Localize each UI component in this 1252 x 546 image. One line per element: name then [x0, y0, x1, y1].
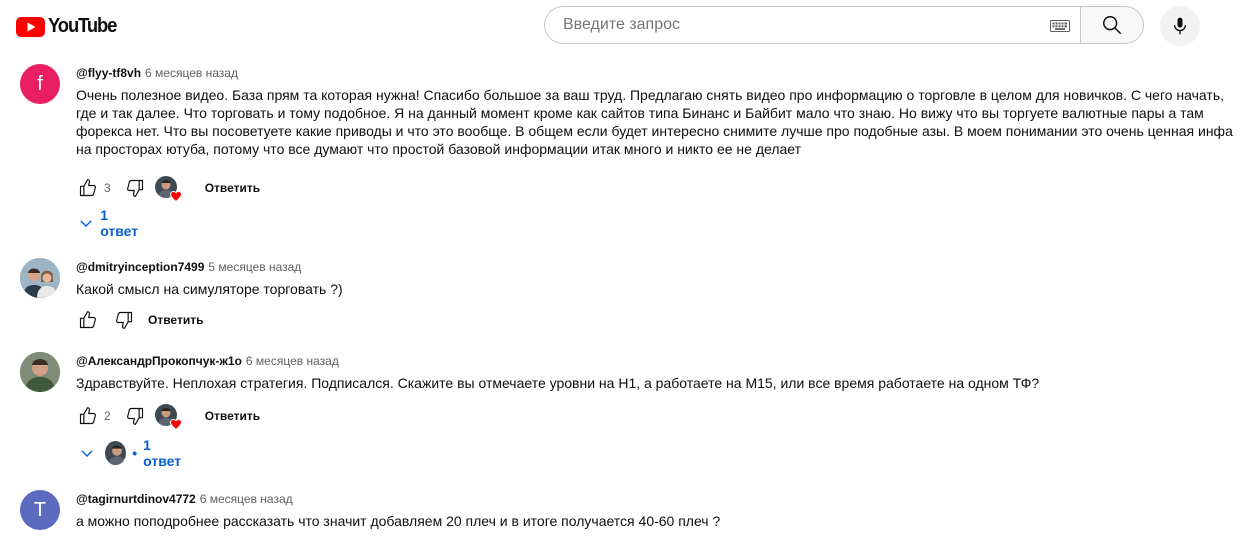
reply-button[interactable]: Ответить [204, 409, 261, 423]
comment-author[interactable]: @dmitryinception7499 [76, 260, 205, 274]
dislike-button[interactable] [123, 404, 147, 428]
comment-actions [76, 400, 260, 432]
comment-author[interactable]: @tagirnurtdinov4772 [76, 492, 196, 506]
youtube-logo[interactable] [16, 15, 122, 38]
avatar-letter: f [37, 72, 43, 95]
like-icon [78, 178, 98, 198]
dislike-button[interactable] [123, 176, 147, 200]
dislike-button[interactable] [112, 308, 136, 332]
comment-text: Какой смысл на симуляторе торговать ?) [76, 281, 343, 297]
heart-icon [170, 419, 182, 430]
comment-text: а можно поподробнее рассказать что значит добавляем 20 плеч и в итоге получается 40-60 плеч ? [76, 513, 721, 529]
reply-button[interactable]: Ответить [148, 313, 204, 327]
logo-text: YouTube [48, 15, 117, 37]
voice-search-button[interactable] [1160, 6, 1200, 46]
search-box[interactable] [544, 6, 1080, 44]
like-count: 2 [104, 409, 111, 423]
comment-text: Здравствуйте. Неплохая стратегия. Подписался. Скажите вы отмечаете уровни на Н1, а работаете на М15, или все время работаете на одном ТФ? [76, 375, 1040, 391]
chevron-down-icon [76, 211, 96, 235]
separator-dot: • [132, 445, 138, 461]
reply-button[interactable]: Ответить [204, 181, 261, 195]
creator-heart [155, 404, 179, 428]
avatar[interactable] [20, 490, 60, 530]
comment-author[interactable]: @АлександрПрокопчук-ж1о [76, 354, 242, 368]
keyboard-icon[interactable] [1050, 19, 1070, 37]
mic-icon [1170, 16, 1190, 36]
comment-time[interactable]: 6 месяцев назад [199, 492, 293, 506]
search-button[interactable] [1080, 6, 1144, 44]
comment-actions [76, 172, 260, 204]
comment-author[interactable]: @flyy-tf8vh [76, 66, 142, 80]
chevron-down-icon [76, 441, 97, 465]
comment-text: Очень полезное видео. База прям та которая нужна! Спасибо большое за ваш труд. Предлагаю снять видео про информацию о торговле в целом для новичков. С чего начать, где и так далее. Что торговать и тому подобное. Я на данный момент кроме как сайтов типа Бинанс и Байбит мало что знаю. Но вижу что вы торгуете валютные пары а там форекса нет. Что вы посоветуете какие приводы и что это вообще. В общем если будет интересно снимите лучше про подобные азы. В моем понимании это очень ценная инфа на просторах ютуба, потому что все думают что простой базовой информации итак много и никто ее не делает [76, 87, 1233, 157]
creator-heart [155, 176, 179, 200]
like-button[interactable] [76, 404, 100, 428]
replies-count: 1 ответ [143, 437, 182, 469]
replies-toggle[interactable] [76, 435, 187, 471]
replies-toggle[interactable] [76, 205, 142, 241]
dislike-icon [125, 406, 145, 426]
heart-icon [170, 191, 182, 202]
avatar-letter: T [33, 498, 47, 521]
search-input[interactable] [561, 15, 1035, 35]
like-button[interactable] [76, 308, 100, 332]
replies-count: 1 ответ [100, 207, 139, 239]
dislike-icon [114, 310, 134, 330]
dislike-icon [125, 178, 145, 198]
avatar[interactable] [20, 352, 60, 392]
like-icon [78, 406, 98, 426]
like-count: 3 [104, 181, 111, 195]
youtube-logo-icon [16, 17, 45, 37]
comment-time[interactable]: 5 месяцев назад [208, 260, 302, 274]
comment-actions [76, 304, 203, 336]
comment-time[interactable]: 6 месяцев назад [245, 354, 339, 368]
search-icon [1101, 14, 1123, 36]
creator-avatar [105, 441, 126, 465]
like-button[interactable] [76, 176, 100, 200]
avatar[interactable] [20, 64, 60, 104]
like-icon [78, 310, 98, 330]
comment-time[interactable]: 6 месяцев назад [145, 66, 238, 80]
avatar[interactable] [20, 258, 60, 298]
masthead [0, 0, 1252, 56]
